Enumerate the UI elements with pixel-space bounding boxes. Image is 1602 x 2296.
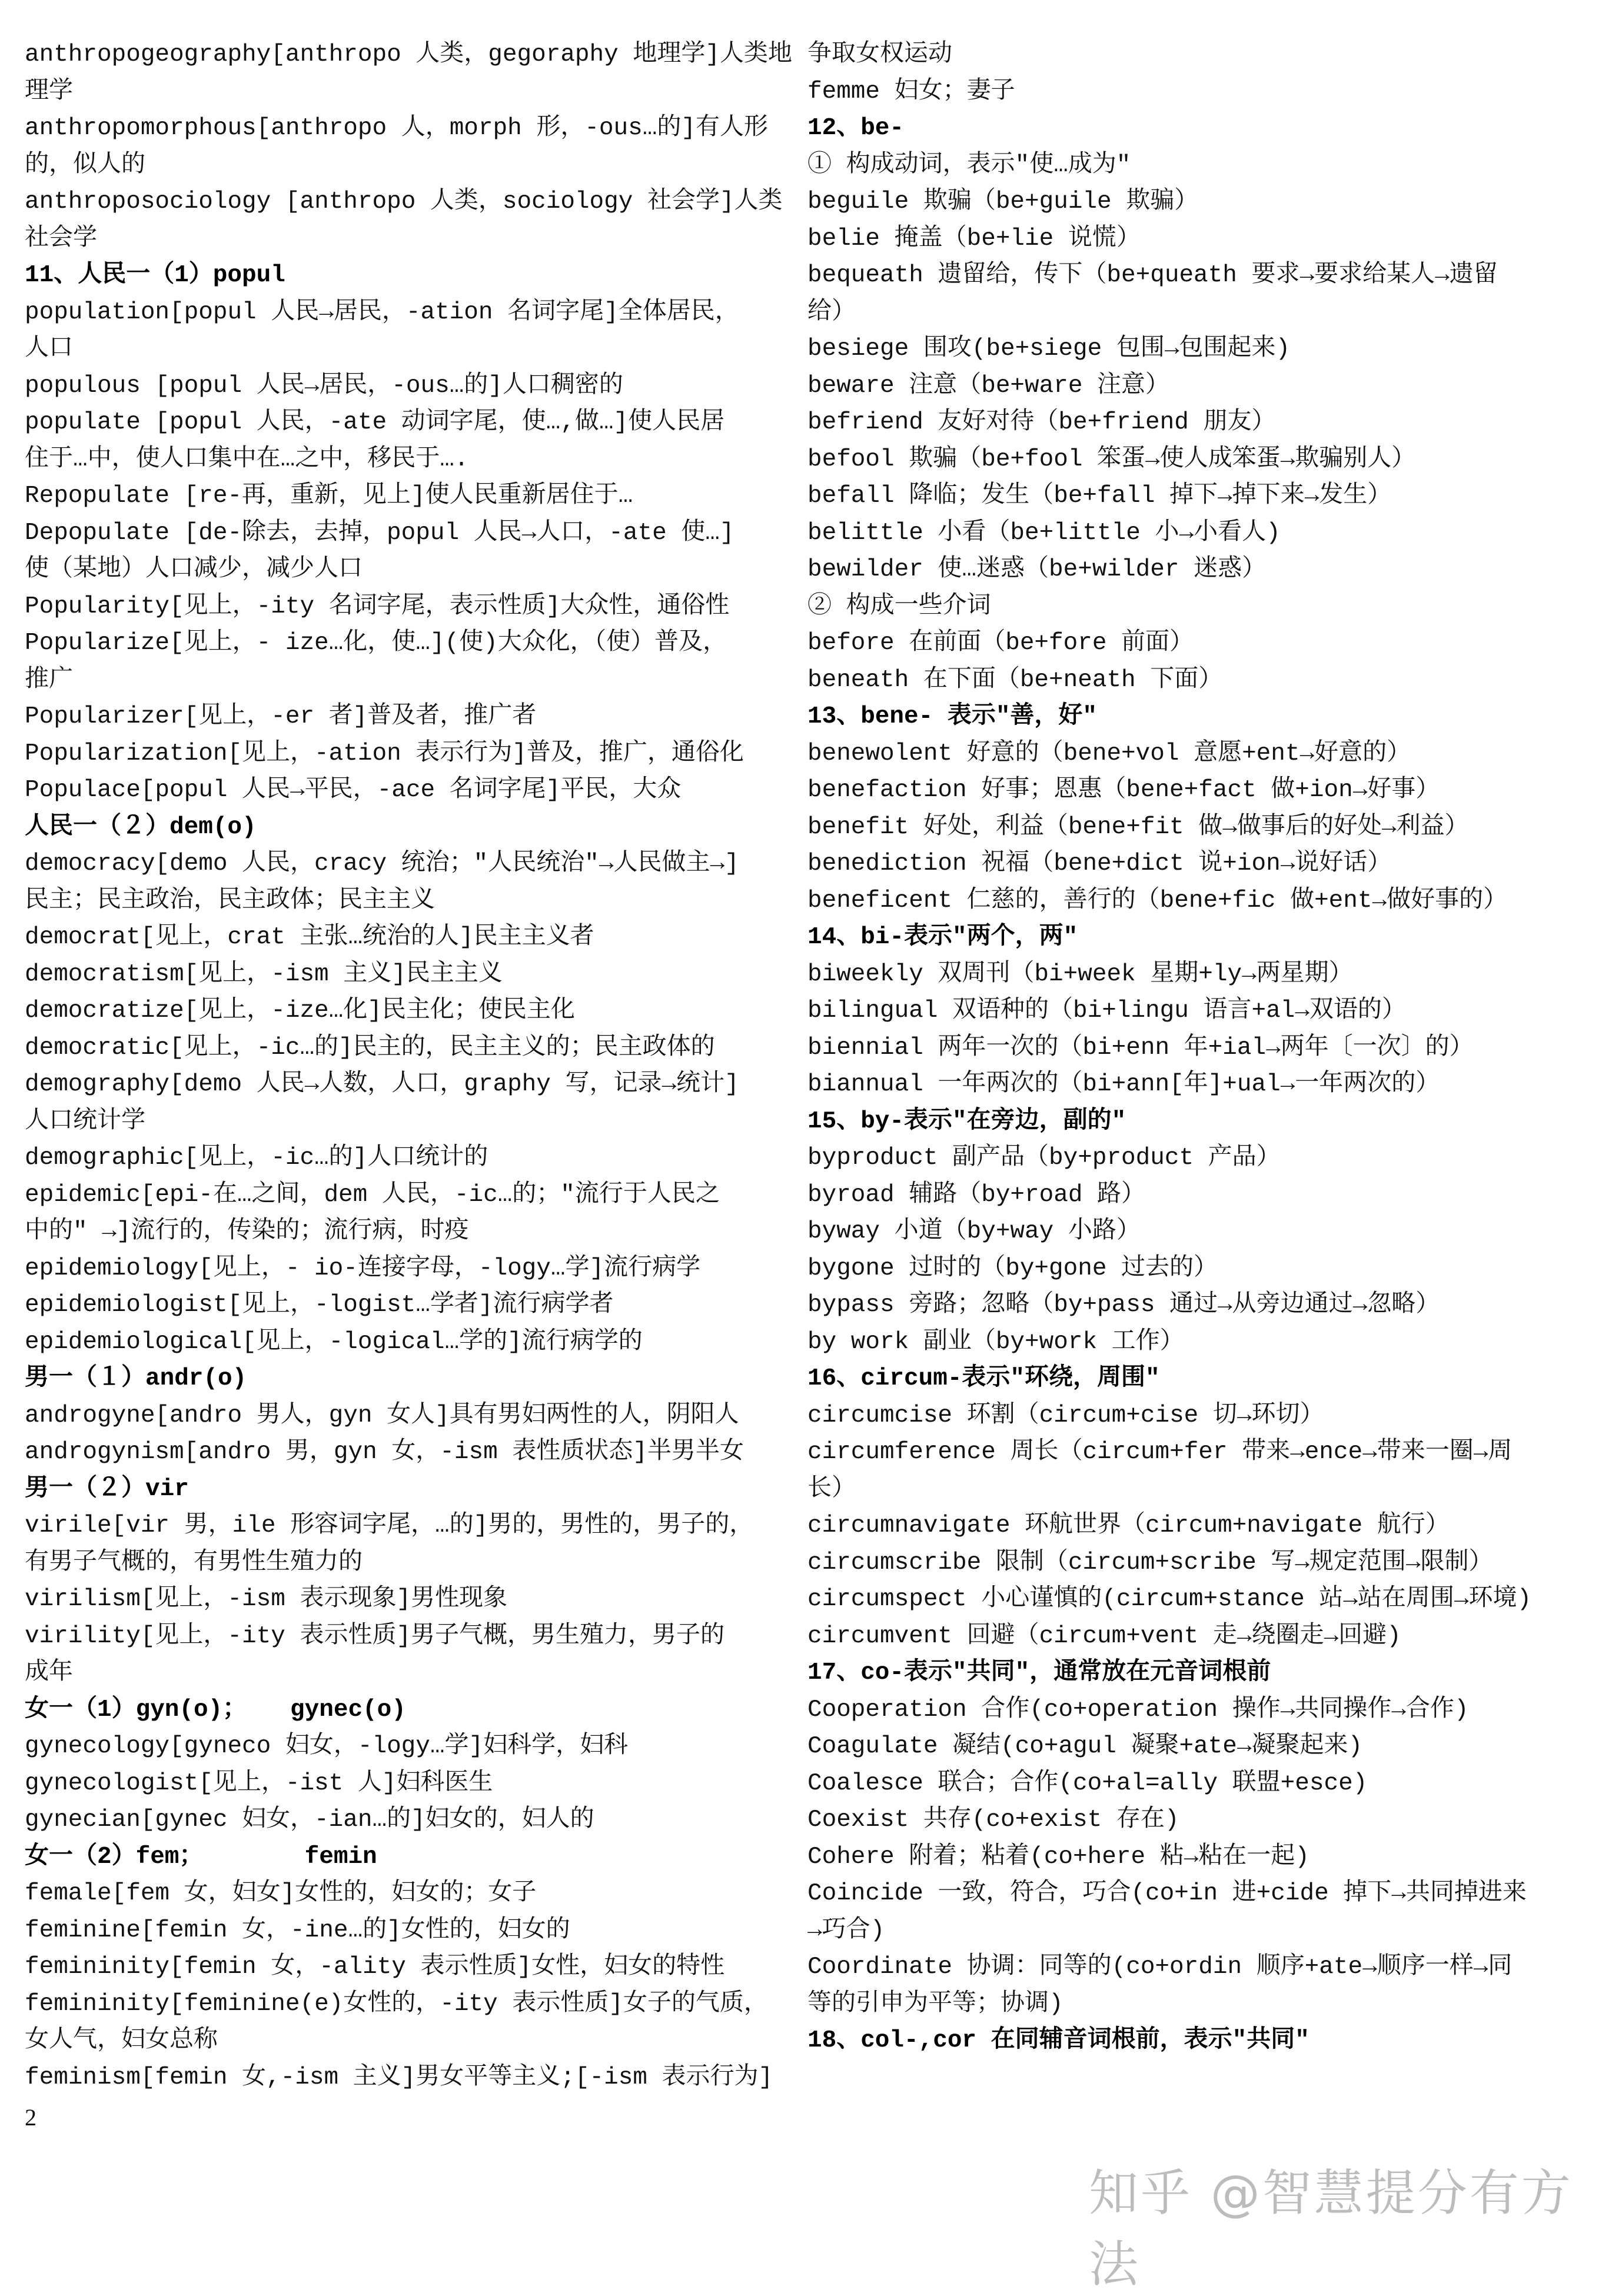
left-text-line: 人口统计学 <box>25 1107 145 1135</box>
left-text-line: anthropogeography[anthropo 人类，gegoraphy 地理学]人类地 <box>25 41 792 68</box>
right-text-line: belie 掩盖（be+lie 说慌） <box>807 225 1141 252</box>
right-text-line: bequeath 遗留给，传下（be+queath 要求→要求给某人→遗留 <box>807 262 1498 289</box>
left-text-line: 有男子气概的，有男性生殖力的 <box>25 1549 363 1576</box>
right-text-line: Coincide 一致，符合，巧合(co+in 进+cide 掉下→共同掉进来 <box>807 1880 1527 1907</box>
right-section-heading: 17、co-表示"共同"，通常放在元音词根前 <box>807 1659 1271 1686</box>
left-text-line: epidemiologist[见上，-logist…学者]流行病学者 <box>25 1292 614 1319</box>
right-text-line: femme 妇女；妻子 <box>807 78 1015 105</box>
right-text-line: beware 注意（be+ware 注意） <box>807 372 1170 400</box>
left-text-line: 成年 <box>25 1659 73 1686</box>
left-text-line: female[fem 女，妇女]女性的，妇女的；女子 <box>25 1880 537 1907</box>
left-text-line: democratize[见上，-ize…化]民主化；使民主化 <box>25 997 575 1024</box>
left-text-line: feminism[femin 女,-ism 主义]男女平等主义;[-ism 表示行为] <box>25 2064 773 2091</box>
left-text-line: virilism[见上，-ism 表示现象]男性现象 <box>25 1586 508 1613</box>
right-text-line: biweekly 双周刊（bi+week 星期+ly→两星期） <box>807 960 1353 988</box>
left-section-heading: 女一（1）gyn(o)； gynec(o) <box>25 1696 406 1723</box>
right-text-line: 等的引申为平等；协调) <box>807 1990 1063 2018</box>
right-text-line: benediction 祝福（bene+dict 说+ion→说好话） <box>807 850 1392 877</box>
left-text-line: Depopulate [de-除去，去掉，popul 人民→人口，-ate 使…] <box>25 519 734 547</box>
left-section-heading: 人民一（２）dem(o) <box>25 813 257 841</box>
left-text-line: population[popul 人民→居民，-ation 名词字尾]全体居民， <box>25 298 739 326</box>
right-section-heading: 13、bene- 表示"善，好" <box>807 703 1098 730</box>
left-text-line: anthroposociology [anthropo 人类，sociology 社会学]人类 <box>25 188 783 215</box>
right-text-line: beneficent 仁慈的，善行的（bene+fic 做+ent→做好事的） <box>807 887 1508 914</box>
right-text-line: beneath 在下面（be+neath 下面） <box>807 666 1223 694</box>
left-text-line: Popularizer[见上，-er 者]普及者，推广者 <box>25 703 537 730</box>
right-section-heading: 12、be- <box>807 115 905 142</box>
right-text-line: bilingual 双语种的（bi+lingu 语言+al→双语的） <box>807 997 1406 1024</box>
right-text-line: ① 构成动词，表示"使…成为" <box>807 151 1131 179</box>
right-text-line: byproduct 副产品（by+product 产品） <box>807 1144 1281 1172</box>
watermark: 知乎 @智慧提分有方法 <box>1089 2164 1573 2293</box>
left-text-line: demographic[见上，-ic…的]人口统计的 <box>25 1144 488 1172</box>
right-section-heading: 18、col-,cor 在同辅音词根前，表示"共同" <box>807 2027 1309 2054</box>
left-text-line: 人口 <box>25 335 73 362</box>
right-section-heading: 14、bi-表示"两个，两" <box>807 924 1078 951</box>
left-text-line: Popularize[见上，- ize…化，使…](使)大众化，（使）普及， <box>25 630 727 657</box>
left-text-line: androgyne[andro 男人，gyn 女人]具有男妇两性的人，阴阳人 <box>25 1402 739 1429</box>
right-text-line: belittle 小看（be+little 小→小看人) <box>807 519 1281 547</box>
left-text-line: 女人气，妇女总称 <box>25 2027 218 2054</box>
right-column <box>807 36 1578 2059</box>
left-section-heading: 11、人民一（1）popul <box>25 262 285 289</box>
right-text-line: byroad 辅路（by+road 路） <box>807 1181 1146 1209</box>
right-text-line: circumvent 回避（circum+vent 走→绕圈走→回避) <box>807 1622 1401 1650</box>
right-text-line: benewolent 好意的（bene+vol 意愿+ent→好意的） <box>807 740 1411 767</box>
left-text-line: epidemic[epi-在…之间，dem 人民，-ic…的；"流行于人民之 <box>25 1181 720 1209</box>
right-text-line: Coordinate 协调：同等的(co+ordin 顺序+ate→顺序一样→同 <box>807 1954 1513 1981</box>
left-text-line: anthropomorphous[anthropo 人，morph 形，-ous…的]有人形 <box>25 115 768 142</box>
left-text-line: populous [popul 人民→居民，-ous…的]人口稠密的 <box>25 372 623 400</box>
left-text-line: populate [popul 人民，-ate 动词字尾，使…,做…]使人民居 <box>25 409 725 436</box>
left-text-line: virility[见上，-ity 表示性质]男子气概，男生殖力，男子的 <box>25 1622 725 1650</box>
right-text-line: circumcise 环割（circum+cise 切→环切） <box>807 1402 1324 1429</box>
right-text-line: →巧合) <box>807 1916 885 1944</box>
left-text-line: democratic[见上，-ic…的]民主的，民主主义的；民主政体的 <box>25 1034 715 1062</box>
left-text-line: gynecian[gynec 妇女，-ian…的]妇女的，妇人的 <box>25 1806 594 1834</box>
left-text-line: gynecologist[见上，-ist 人]妇科医生 <box>25 1769 493 1797</box>
left-text-line: Populace[popul 人民→平民，-ace 名词字尾]平民，大众 <box>25 777 682 804</box>
left-text-line: androgynism[andro 男，gyn 女，-ism 表性质状态]半男半女 <box>25 1439 744 1466</box>
left-text-line: gynecology[gyneco 妇女，-logy…学]妇科学，妇科 <box>25 1733 629 1760</box>
left-text-line: demography[demo 人民→人数，人口，graphy 写，记录→统计] <box>25 1071 739 1098</box>
left-text-line: epidemiology[见上，- io-连接字母，-logy…学]流行病学 <box>25 1255 701 1282</box>
right-text-line: Coagulate 凝结(co+agul 凝聚+ate→凝聚起来) <box>807 1733 1363 1760</box>
left-section-heading: 男一（２）vir <box>25 1475 189 1503</box>
left-text-line: Repopulate [re-再，重新，见上]使人民重新居住于… <box>25 483 633 510</box>
left-text-line: 推广 <box>25 666 73 694</box>
left-text-line: Popularization[见上，-ation 表示行为]普及，推广，通俗化 <box>25 740 744 767</box>
left-text-line: Popularity[见上，-ity 名词字尾，表示性质]大众性，通俗性 <box>25 593 730 620</box>
left-text-line: 理学 <box>25 78 73 105</box>
right-text-line: 给） <box>807 298 856 326</box>
right-text-line: 争取女权运动 <box>807 41 952 68</box>
right-text-line: befall 降临；发生（be+fall 掉下→掉下来→发生） <box>807 483 1392 510</box>
right-section-heading: 15、by-表示"在旁边，副的" <box>807 1107 1126 1135</box>
right-text-line: benefaction 好事；恩惠（bene+fact 做+ion→好事） <box>807 777 1440 804</box>
right-text-line: by work 副业（by+work 工作） <box>807 1328 1184 1356</box>
right-text-line: biennial 两年一次的（bi+enn 年+ial→两年〔一次〕的） <box>807 1034 1474 1062</box>
right-text-line: circumspect 小心谨慎的(circum+stance 站→站在周围→环境) <box>807 1586 1532 1613</box>
right-text-line: bypass 旁路；忽略（by+pass 通过→从旁边通过→忽略） <box>807 1292 1440 1319</box>
right-text-line: before 在前面（be+fore 前面） <box>807 630 1194 657</box>
right-text-line: Coexist 共存(co+exist 存在) <box>807 1806 1179 1834</box>
left-text-line: 的，似人的 <box>25 151 145 179</box>
right-text-line: Cohere 附着；粘着(co+here 粘→粘在一起) <box>807 1843 1309 1871</box>
left-text-line: 使（某地）人口减少，减少人口 <box>25 556 363 583</box>
right-text-line: Cooperation 合作(co+operation 操作→共同操作→合作) <box>807 1696 1469 1723</box>
right-text-line: 长） <box>807 1475 856 1503</box>
right-text-line: befriend 友好对待（be+friend 朋友） <box>807 409 1276 436</box>
right-text-line: circumference 周长（circum+fer 带来→ence→带来一圈→周 <box>807 1439 1513 1466</box>
left-column <box>25 36 807 2096</box>
right-text-line: biannual 一年两次的（bi+ann[年]+ual→一年两次的） <box>807 1071 1440 1098</box>
left-text-line: democracy[demo 人民，cracy 统治；"人民统治"→人民做主→] <box>25 850 739 877</box>
left-text-line: democrat[见上，crat 主张…统治的人]民主主义者 <box>25 924 594 951</box>
right-section-heading: 16、circum-表示"环绕，周围" <box>807 1365 1160 1392</box>
right-text-line: benefit 好处，利益（bene+fit 做→做事后的好处→利益） <box>807 813 1469 841</box>
left-text-line: 民主；民主政治，民主政体；民主主义 <box>25 887 435 914</box>
left-text-line: 中的" →]流行的，传染的；流行病，时疫 <box>25 1218 469 1245</box>
right-text-line: circumnavigate 环航世界（circum+navigate 航行） <box>807 1512 1450 1539</box>
right-text-line: ② 构成一些介词 <box>807 593 991 620</box>
right-text-line: beguile 欺骗（be+guile 欺骗） <box>807 188 1199 215</box>
right-text-line: Coalesce 联合；合作(co+al=ally 联盟+esce) <box>807 1769 1368 1797</box>
left-section-heading: 男一（１）andr(o) <box>25 1365 247 1392</box>
left-text-line: femininity[femin 女，-ality 表示性质]女性，妇女的特性 <box>25 1954 725 1981</box>
left-text-line: femininity[feminine(e)女性的，-ity 表示性质]女子的气质， <box>25 1990 768 2018</box>
left-section-heading: 女一（2）fem； femin <box>25 1843 377 1871</box>
left-text-line: feminine[femin 女，-ine…的]女性的，妇女的 <box>25 1916 570 1944</box>
right-text-line: besiege 围攻(be+siege 包围→包围起来) <box>807 335 1291 362</box>
page-number: 2 <box>25 2104 36 2131</box>
left-text-line: democratism[见上，-ism 主义]民主主义 <box>25 960 503 988</box>
right-text-line: circumscribe 限制（circum+scribe 写→规定范围→限制） <box>807 1549 1493 1576</box>
left-text-line: virile[vir 男，ile 形容词字尾，…的]男的，男性的，男子的， <box>25 1512 754 1539</box>
right-text-line: bygone 过时的（by+gone 过去的） <box>807 1255 1218 1282</box>
right-text-line: bewilder 使…迷惑（be+wilder 迷惑） <box>807 556 1267 583</box>
right-text-line: befool 欺骗（be+fool 笨蛋→使人成笨蛋→欺骗别人） <box>807 445 1416 473</box>
left-text-line: 住于…中，使人口集中在…之中，移民于…. <box>25 445 469 473</box>
right-text-line: byway 小道（by+way 小路） <box>807 1218 1141 1245</box>
left-text-line: epidemiological[见上，-logical…学的]流行病学的 <box>25 1328 643 1356</box>
left-text-line: 社会学 <box>25 225 97 252</box>
